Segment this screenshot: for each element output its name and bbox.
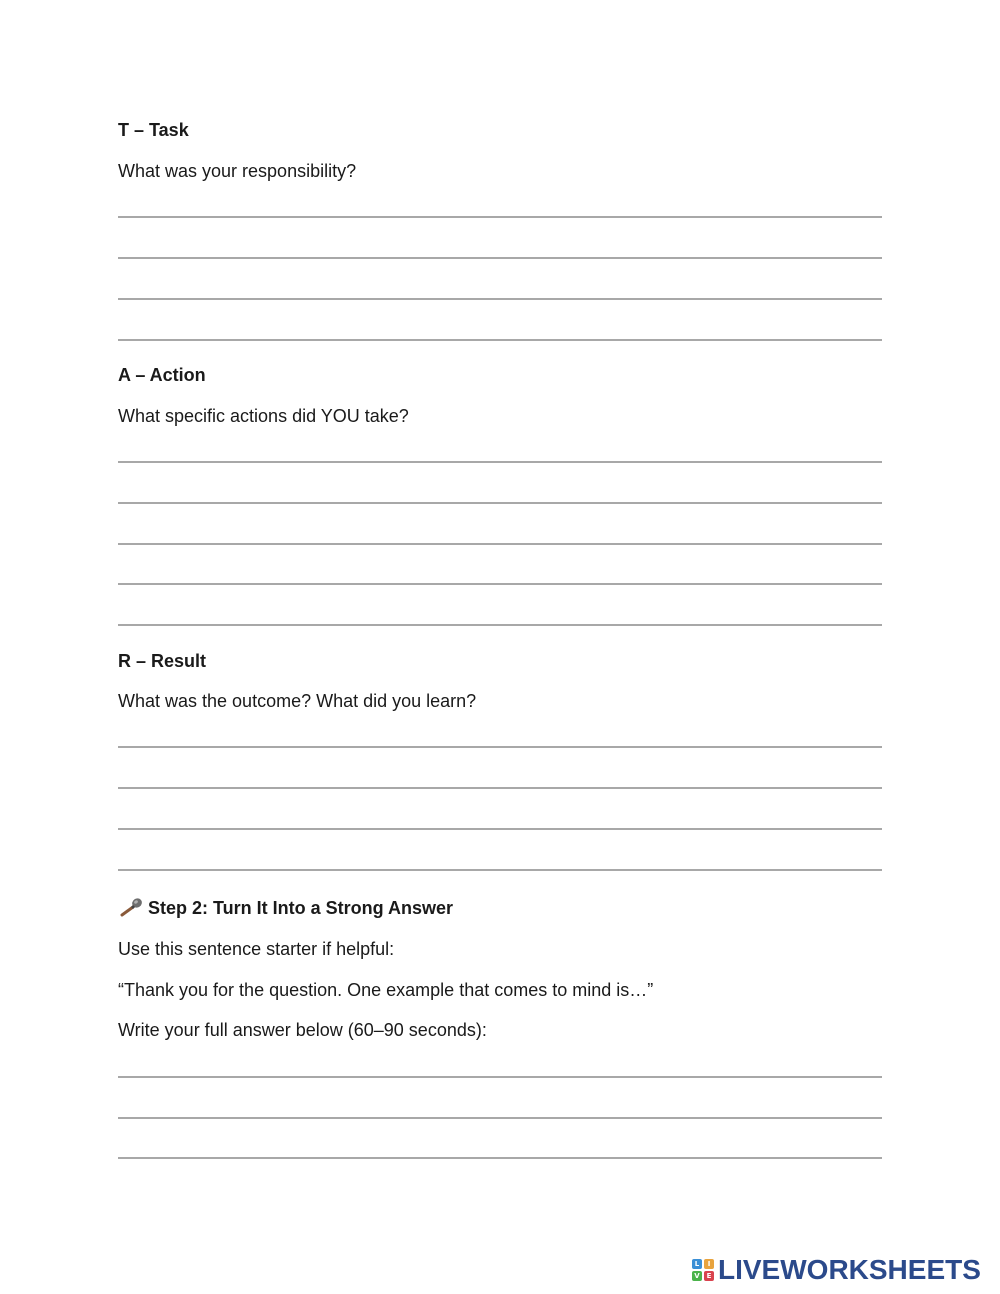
action-prompt: What specific actions did YOU take?: [118, 406, 409, 426]
step2-starter: “Thank you for the question. One example that comes to mind is…”: [118, 980, 654, 1000]
liveworksheets-logo: [692, 1255, 981, 1285]
task-heading: T – Task: [118, 120, 189, 140]
action-answer-line[interactable]: [118, 624, 882, 626]
result-answer-line[interactable]: [118, 787, 882, 789]
logo-mark-letter: E: [704, 1271, 714, 1281]
logo-mark-letter: V: [692, 1271, 702, 1281]
action-answer-line[interactable]: [118, 543, 882, 545]
task-answer-line[interactable]: [118, 298, 882, 300]
step2-answer-line[interactable]: [118, 1117, 882, 1119]
task-answer-line[interactable]: [118, 339, 882, 341]
microphone-icon: [118, 897, 144, 917]
action-answer-line[interactable]: [118, 461, 882, 463]
action-answer-line[interactable]: [118, 583, 882, 585]
result-prompt: What was the outcome? What did you learn?: [118, 691, 477, 711]
action-answer-line[interactable]: [118, 502, 882, 504]
step2-instruction: Use this sentence starter if helpful:: [118, 939, 395, 959]
step2-heading-row: [118, 897, 453, 919]
step2-heading: Step 2: Turn It Into a Strong Answer: [148, 898, 454, 918]
result-answer-line[interactable]: [118, 746, 882, 748]
result-answer-line[interactable]: [118, 828, 882, 830]
step2-answer-line[interactable]: [118, 1157, 882, 1159]
result-answer-line[interactable]: [118, 869, 882, 871]
logo-text: LIVEWORKSHEETS: [718, 1254, 981, 1285]
action-heading: A – Action: [118, 365, 206, 385]
task-prompt: What was your responsibility?: [118, 161, 357, 181]
task-answer-line[interactable]: [118, 216, 882, 218]
result-heading: R – Result: [118, 651, 207, 671]
step2-answer-line[interactable]: [118, 1076, 882, 1078]
logo-mark-icon: [692, 1259, 714, 1281]
logo-mark-letter: I: [704, 1259, 714, 1269]
step2-write-prompt: Write your full answer below (60–90 seconds):: [118, 1020, 487, 1040]
task-answer-line[interactable]: [118, 257, 882, 259]
logo-mark-letter: L: [692, 1259, 702, 1269]
